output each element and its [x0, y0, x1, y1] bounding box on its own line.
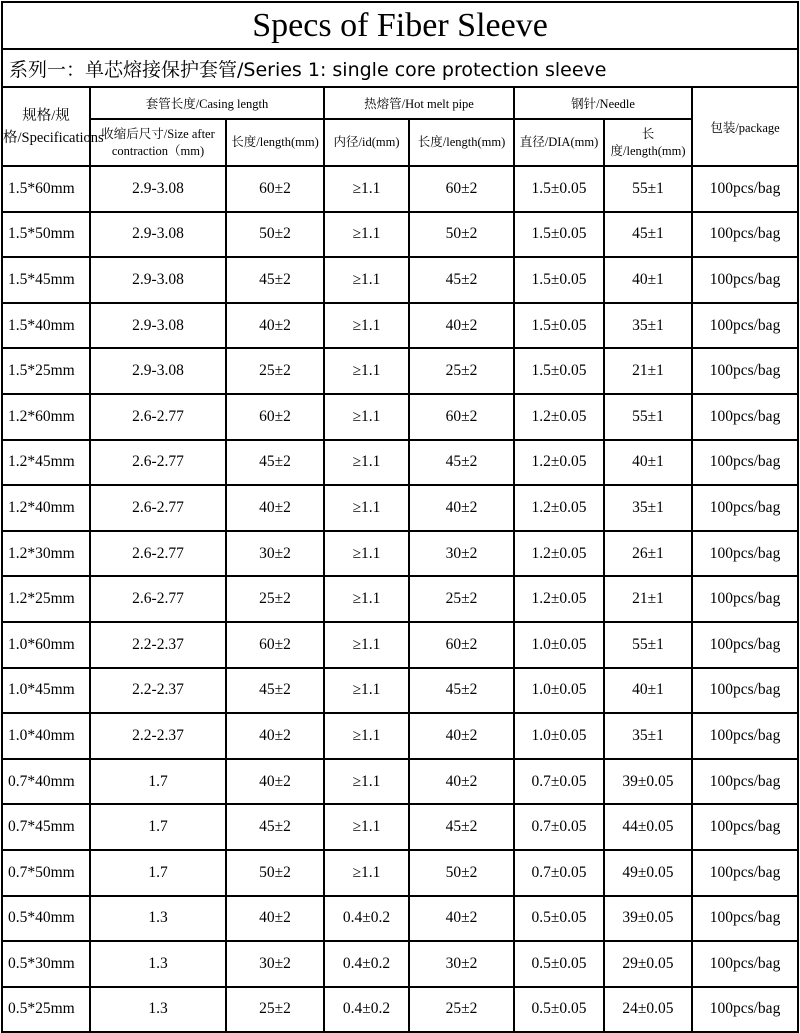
inner-diameter-cell: ≥1.1 [324, 713, 409, 759]
casing-length-cell: 25±2 [226, 576, 324, 622]
table-row [2, 485, 798, 531]
inner-diameter-cell: ≥1.1 [324, 440, 409, 486]
package-cell: 100pcs/bag [692, 622, 798, 668]
hotmelt-length-cell: 30±2 [409, 941, 514, 987]
table-row [2, 622, 798, 668]
needle-diameter-cell: 0.5±0.05 [514, 941, 604, 987]
spec-cell: 1.5*25mm [2, 348, 90, 394]
hotmelt-length-cell: 45±2 [409, 440, 514, 486]
spec-table [1, 1, 799, 1033]
header-package: 包装/package [692, 87, 798, 166]
size-after-cell: 1.7 [90, 759, 226, 805]
header-casing-length: 长度/length(mm) [226, 119, 324, 166]
casing-length-cell: 40±2 [226, 485, 324, 531]
size-after-cell: 1.3 [90, 987, 226, 1033]
hotmelt-length-cell: 25±2 [409, 348, 514, 394]
spec-cell: 1.2*25mm [2, 576, 90, 622]
needle-diameter-cell: 0.7±0.05 [514, 850, 604, 896]
hotmelt-length-cell: 50±2 [409, 850, 514, 896]
header-hot-melt-pipe: 热熔管/Hot melt pipe [324, 87, 514, 119]
table-row [2, 576, 798, 622]
needle-diameter-cell: 1.0±0.05 [514, 668, 604, 714]
needle-length-cell: 39±0.05 [604, 896, 692, 942]
package-cell: 100pcs/bag [692, 987, 798, 1033]
spec-sheet [1, 1, 797, 1029]
needle-length-cell: 49±0.05 [604, 850, 692, 896]
package-cell: 100pcs/bag [692, 394, 798, 440]
needle-diameter-cell: 1.0±0.05 [514, 713, 604, 759]
table-row [2, 212, 798, 258]
header-inner-diameter: 内径/id(mm) [324, 119, 409, 166]
package-cell: 100pcs/bag [692, 440, 798, 486]
spec-cell: 0.7*45mm [2, 804, 90, 850]
package-cell: 100pcs/bag [692, 804, 798, 850]
inner-diameter-cell: ≥1.1 [324, 212, 409, 258]
table-row [2, 896, 798, 942]
size-after-cell: 2.6-2.77 [90, 440, 226, 486]
header-casing: 套管长度/Casing length [90, 87, 324, 119]
hotmelt-length-cell: 45±2 [409, 668, 514, 714]
size-after-cell: 2.2-2.37 [90, 668, 226, 714]
needle-diameter-cell: 0.5±0.05 [514, 896, 604, 942]
inner-diameter-cell: ≥1.1 [324, 804, 409, 850]
inner-diameter-cell: ≥1.1 [324, 348, 409, 394]
hotmelt-length-cell: 30±2 [409, 531, 514, 577]
spec-cell: 0.5*30mm [2, 941, 90, 987]
needle-diameter-cell: 1.2±0.05 [514, 394, 604, 440]
casing-length-cell: 60±2 [226, 394, 324, 440]
spec-cell: 0.5*40mm [2, 896, 90, 942]
casing-length-cell: 40±2 [226, 896, 324, 942]
header-size-after: 收缩后尺寸/Size after contraction（mm) [90, 119, 226, 166]
hotmelt-length-cell: 40±2 [409, 759, 514, 805]
spec-cell: 1.0*60mm [2, 622, 90, 668]
needle-length-cell: 45±1 [604, 212, 692, 258]
hotmelt-length-cell: 60±2 [409, 166, 514, 212]
needle-diameter-cell: 1.5±0.05 [514, 257, 604, 303]
table-row [2, 941, 798, 987]
casing-length-cell: 50±2 [226, 850, 324, 896]
table-row [2, 531, 798, 577]
needle-length-cell: 21±1 [604, 348, 692, 394]
size-after-cell: 2.2-2.37 [90, 713, 226, 759]
spec-cell: 1.5*60mm [2, 166, 90, 212]
table-row [2, 850, 798, 896]
size-after-cell: 1.7 [90, 850, 226, 896]
casing-length-cell: 40±2 [226, 759, 324, 805]
inner-diameter-cell: ≥1.1 [324, 303, 409, 349]
casing-length-cell: 45±2 [226, 668, 324, 714]
inner-diameter-cell: 0.4±0.2 [324, 987, 409, 1033]
spec-cell: 1.2*30mm [2, 531, 90, 577]
size-after-cell: 2.6-2.77 [90, 485, 226, 531]
spec-cell: 0.5*25mm [2, 987, 90, 1033]
package-cell: 100pcs/bag [692, 531, 798, 577]
casing-length-cell: 30±2 [226, 531, 324, 577]
needle-length-cell: 40±1 [604, 440, 692, 486]
needle-diameter-cell: 0.7±0.05 [514, 804, 604, 850]
package-cell: 100pcs/bag [692, 303, 798, 349]
size-after-cell: 2.2-2.37 [90, 622, 226, 668]
size-after-cell: 2.6-2.77 [90, 576, 226, 622]
spec-cell: 0.7*50mm [2, 850, 90, 896]
casing-length-cell: 40±2 [226, 713, 324, 759]
table-row [2, 440, 798, 486]
inner-diameter-cell: ≥1.1 [324, 485, 409, 531]
needle-length-cell: 26±1 [604, 531, 692, 577]
casing-length-cell: 30±2 [226, 941, 324, 987]
size-after-cell: 1.3 [90, 896, 226, 942]
casing-length-cell: 60±2 [226, 166, 324, 212]
package-cell: 100pcs/bag [692, 485, 798, 531]
table-row [2, 348, 798, 394]
package-cell: 100pcs/bag [692, 257, 798, 303]
spec-cell: 1.5*45mm [2, 257, 90, 303]
inner-diameter-cell: ≥1.1 [324, 759, 409, 805]
needle-diameter-cell: 1.5±0.05 [514, 303, 604, 349]
spec-cell: 0.7*40mm [2, 759, 90, 805]
header-hotmelt-length: 长度/length(mm) [409, 119, 514, 166]
needle-length-cell: 21±1 [604, 576, 692, 622]
casing-length-cell: 25±2 [226, 348, 324, 394]
casing-length-cell: 45±2 [226, 440, 324, 486]
needle-length-cell: 55±1 [604, 622, 692, 668]
hotmelt-length-cell: 25±2 [409, 987, 514, 1033]
package-cell: 100pcs/bag [692, 212, 798, 258]
casing-length-cell: 60±2 [226, 622, 324, 668]
spec-cell: 1.0*45mm [2, 668, 90, 714]
header-needle-diameter: 直径/DIA(mm) [514, 119, 604, 166]
hotmelt-length-cell: 45±2 [409, 804, 514, 850]
table-row [2, 166, 798, 212]
spec-cell: 1.5*50mm [2, 212, 90, 258]
needle-length-cell: 35±1 [604, 713, 692, 759]
table-row [2, 759, 798, 805]
inner-diameter-cell: ≥1.1 [324, 257, 409, 303]
inner-diameter-cell: 0.4±0.2 [324, 896, 409, 942]
hotmelt-length-cell: 50±2 [409, 212, 514, 258]
size-after-cell: 2.9-3.08 [90, 166, 226, 212]
inner-diameter-cell: ≥1.1 [324, 166, 409, 212]
inner-diameter-cell: ≥1.1 [324, 850, 409, 896]
table-row [2, 257, 798, 303]
series-heading: 系列一：单芯熔接保护套管/Series 1: single core protection sleeve [2, 49, 798, 87]
needle-length-cell: 44±0.05 [604, 804, 692, 850]
size-after-cell: 2.9-3.08 [90, 348, 226, 394]
hotmelt-length-cell: 40±2 [409, 896, 514, 942]
inner-diameter-cell: 0.4±0.2 [324, 941, 409, 987]
table-row [2, 668, 798, 714]
package-cell: 100pcs/bag [692, 759, 798, 805]
needle-length-cell: 29±0.05 [604, 941, 692, 987]
needle-diameter-cell: 0.7±0.05 [514, 759, 604, 805]
table-row [2, 804, 798, 850]
spec-cell: 1.2*40mm [2, 485, 90, 531]
table-row [2, 394, 798, 440]
table-row [2, 713, 798, 759]
header-needle-length: 长度/length(mm) [604, 119, 692, 166]
hotmelt-length-cell: 45±2 [409, 257, 514, 303]
package-cell: 100pcs/bag [692, 668, 798, 714]
hotmelt-length-cell: 40±2 [409, 713, 514, 759]
package-cell: 100pcs/bag [692, 850, 798, 896]
package-cell: 100pcs/bag [692, 896, 798, 942]
spec-cell: 1.0*40mm [2, 713, 90, 759]
needle-diameter-cell: 1.5±0.05 [514, 348, 604, 394]
size-after-cell: 2.9-3.08 [90, 212, 226, 258]
needle-length-cell: 35±1 [604, 303, 692, 349]
inner-diameter-cell: ≥1.1 [324, 622, 409, 668]
casing-length-cell: 50±2 [226, 212, 324, 258]
size-after-cell: 2.6-2.77 [90, 394, 226, 440]
size-after-cell: 2.9-3.08 [90, 303, 226, 349]
needle-length-cell: 55±1 [604, 394, 692, 440]
spec-cell: 1.2*60mm [2, 394, 90, 440]
casing-length-cell: 45±2 [226, 804, 324, 850]
spec-cell: 1.2*45mm [2, 440, 90, 486]
needle-diameter-cell: 1.5±0.05 [514, 166, 604, 212]
needle-length-cell: 24±0.05 [604, 987, 692, 1033]
hotmelt-length-cell: 60±2 [409, 622, 514, 668]
header-spec: 规格/规格/Specifications [2, 87, 90, 166]
table-row [2, 987, 798, 1033]
needle-length-cell: 39±0.05 [604, 759, 692, 805]
needle-diameter-cell: 1.2±0.05 [514, 440, 604, 486]
needle-length-cell: 40±1 [604, 257, 692, 303]
casing-length-cell: 25±2 [226, 987, 324, 1033]
needle-diameter-cell: 1.0±0.05 [514, 622, 604, 668]
casing-length-cell: 45±2 [226, 257, 324, 303]
package-cell: 100pcs/bag [692, 713, 798, 759]
needle-diameter-cell: 1.2±0.05 [514, 576, 604, 622]
hotmelt-length-cell: 40±2 [409, 485, 514, 531]
needle-diameter-cell: 1.5±0.05 [514, 212, 604, 258]
package-cell: 100pcs/bag [692, 576, 798, 622]
needle-length-cell: 40±1 [604, 668, 692, 714]
inner-diameter-cell: ≥1.1 [324, 531, 409, 577]
size-after-cell: 1.7 [90, 804, 226, 850]
spec-cell: 1.5*40mm [2, 303, 90, 349]
needle-length-cell: 55±1 [604, 166, 692, 212]
page-title: Specs of Fiber Sleeve [2, 2, 798, 49]
casing-length-cell: 40±2 [226, 303, 324, 349]
inner-diameter-cell: ≥1.1 [324, 576, 409, 622]
table-row [2, 303, 798, 349]
header-needle: 钢针/Needle [514, 87, 692, 119]
package-cell: 100pcs/bag [692, 941, 798, 987]
size-after-cell: 2.6-2.77 [90, 531, 226, 577]
needle-diameter-cell: 0.5±0.05 [514, 987, 604, 1033]
size-after-cell: 1.3 [90, 941, 226, 987]
package-cell: 100pcs/bag [692, 166, 798, 212]
inner-diameter-cell: ≥1.1 [324, 394, 409, 440]
needle-length-cell: 35±1 [604, 485, 692, 531]
needle-diameter-cell: 1.2±0.05 [514, 485, 604, 531]
package-cell: 100pcs/bag [692, 348, 798, 394]
size-after-cell: 2.9-3.08 [90, 257, 226, 303]
inner-diameter-cell: ≥1.1 [324, 668, 409, 714]
hotmelt-length-cell: 25±2 [409, 576, 514, 622]
hotmelt-length-cell: 40±2 [409, 303, 514, 349]
needle-diameter-cell: 1.2±0.05 [514, 531, 604, 577]
hotmelt-length-cell: 60±2 [409, 394, 514, 440]
